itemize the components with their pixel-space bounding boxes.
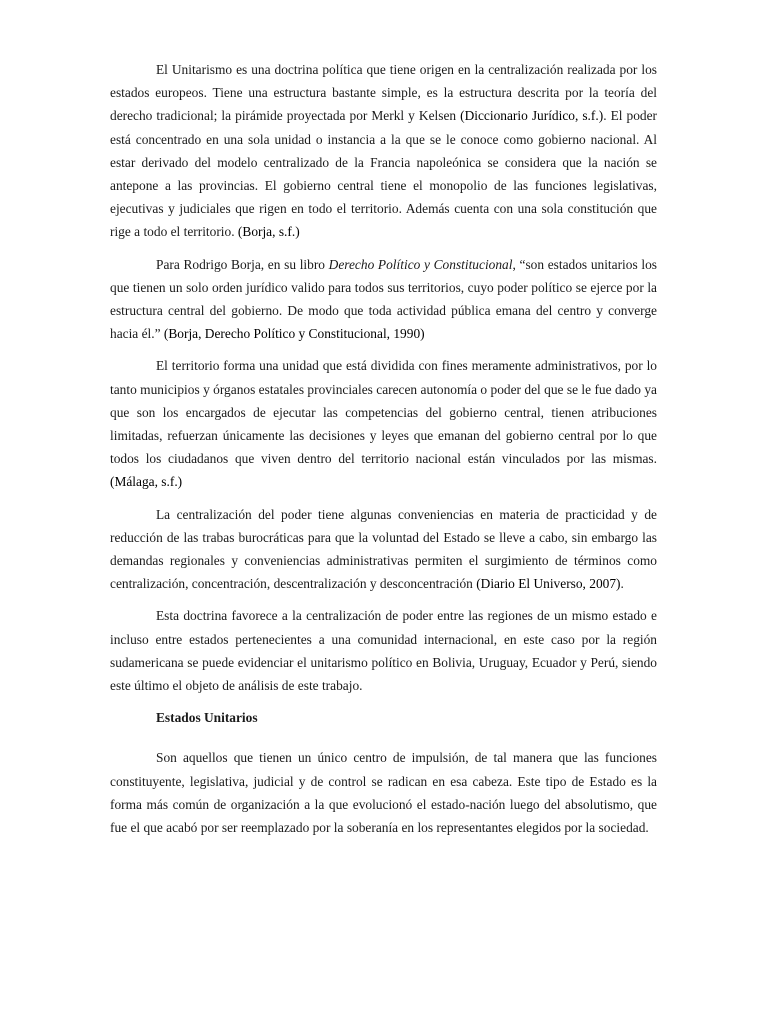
paragraph-text: El territorio forma una unidad que está dividida con fines meramente administrativos, por lo tanto municipios y órganos estatales provinciales carecen autonomía o poder del que se le fue dado ya que son los encargados de ejecutar las competencias del gobierno central, tienen atribuciones limitadas, refuerzan únicamente las decisiones y leyes que emanan del gobierno central por lo que todos los ciudadanos que viven dentro del territorio nacional están vinculados por las mismas. bbox=[110, 358, 657, 467]
citation-borja: (Borja, s.f.) bbox=[237, 224, 300, 240]
paragraph-text: El Unitarismo es una doctrina política que tiene origen en la centralización realizada por los estados europeos. Tiene una estructura bastante simple, es la estructura descrita por la teoría del derecho tradicional; la pirámide proyectada por Merkl y Kelsen bbox=[110, 62, 657, 124]
paragraph-centralizacion bbox=[110, 503, 657, 596]
paragraph-doctrina bbox=[110, 604, 657, 697]
quoted-text: , “son estados unitarios los que tienen un solo orden jurídico valido para todos sus territorios, cuyo poder político se ejerce por la estructura central del gobierno. De modo que toda actividad pública emana del centro y converge hacia él.” bbox=[110, 256, 657, 342]
paragraph-text: Son aquellos que tienen un único centro de impulsión, de tal manera que las funciones constituyente, legislativa, judicial y de control se radican en esa cabeza. Este tipo de Estado es la forma más común de organización a la que evolucionó el estado-nación luego del absolutismo, que fue el que acabó por ser reemplazado por la soberanía en los representantes elegidos por la sociedad. bbox=[110, 750, 657, 836]
citation-malaga: (Málaga, s.f.) bbox=[110, 474, 183, 490]
section-heading: Estados Unitarios bbox=[156, 710, 258, 726]
paragraph-estados-unitarios bbox=[110, 746, 657, 839]
paragraph-intro: Para Rodrigo Borja, en su libro bbox=[156, 256, 329, 272]
paragraph-text: La centralización del poder tiene algunas conveniencias en materia de practicidad y de reducción de las trabas burocráticas para que la voluntad del Estado se lleve a cabo, sin embargo las demandas regionales y conveniencias administrativas permiten el surgimiento de términos como centralización, concentración, descentralización y desconcentración bbox=[110, 506, 657, 592]
paragraph-text-continued: . El poder está concentrado en una sola unidad o instancia a la que se le conoce como gobierno nacional. Al estar derivado del modelo centralizado de la Francia napoleónica se considera que la nación se antepone a las provincias. El gobierno central tiene el monopolio de las funciones legislativas, ejecutivas y judiciales que rigen en todo el territorio. Además cuenta con una sola constitución que rige a todo el territorio. bbox=[110, 108, 657, 240]
document-page bbox=[110, 58, 657, 848]
citation-borja-1990: (Borja, Derecho Político y Constitucional, 1990) bbox=[163, 326, 425, 342]
book-title: Derecho Político y Constitucional bbox=[328, 256, 513, 272]
paragraph-end: . bbox=[620, 576, 624, 592]
paragraph-territorio bbox=[110, 354, 657, 493]
paragraph-borja-quote bbox=[110, 253, 657, 346]
paragraph-text: Esta doctrina favorece a la centralización de poder entre las regiones de un mismo estado e incluso entre estados pertenecientes a una comunidad internacional, en este caso por la región sudamericana se puede evidenciar el unitarismo político en Bolivia, Uruguay, Ecuador y Perú, siendo este último el objeto de análisis de este trabajo. bbox=[110, 608, 657, 694]
citation-diccionario-juridico: (Diccionario Jurídico, s.f.) bbox=[460, 108, 604, 124]
citation-el-universo: (Diario El Universo, 2007) bbox=[476, 576, 621, 592]
paragraph-unitarismo-definition bbox=[110, 58, 657, 244]
